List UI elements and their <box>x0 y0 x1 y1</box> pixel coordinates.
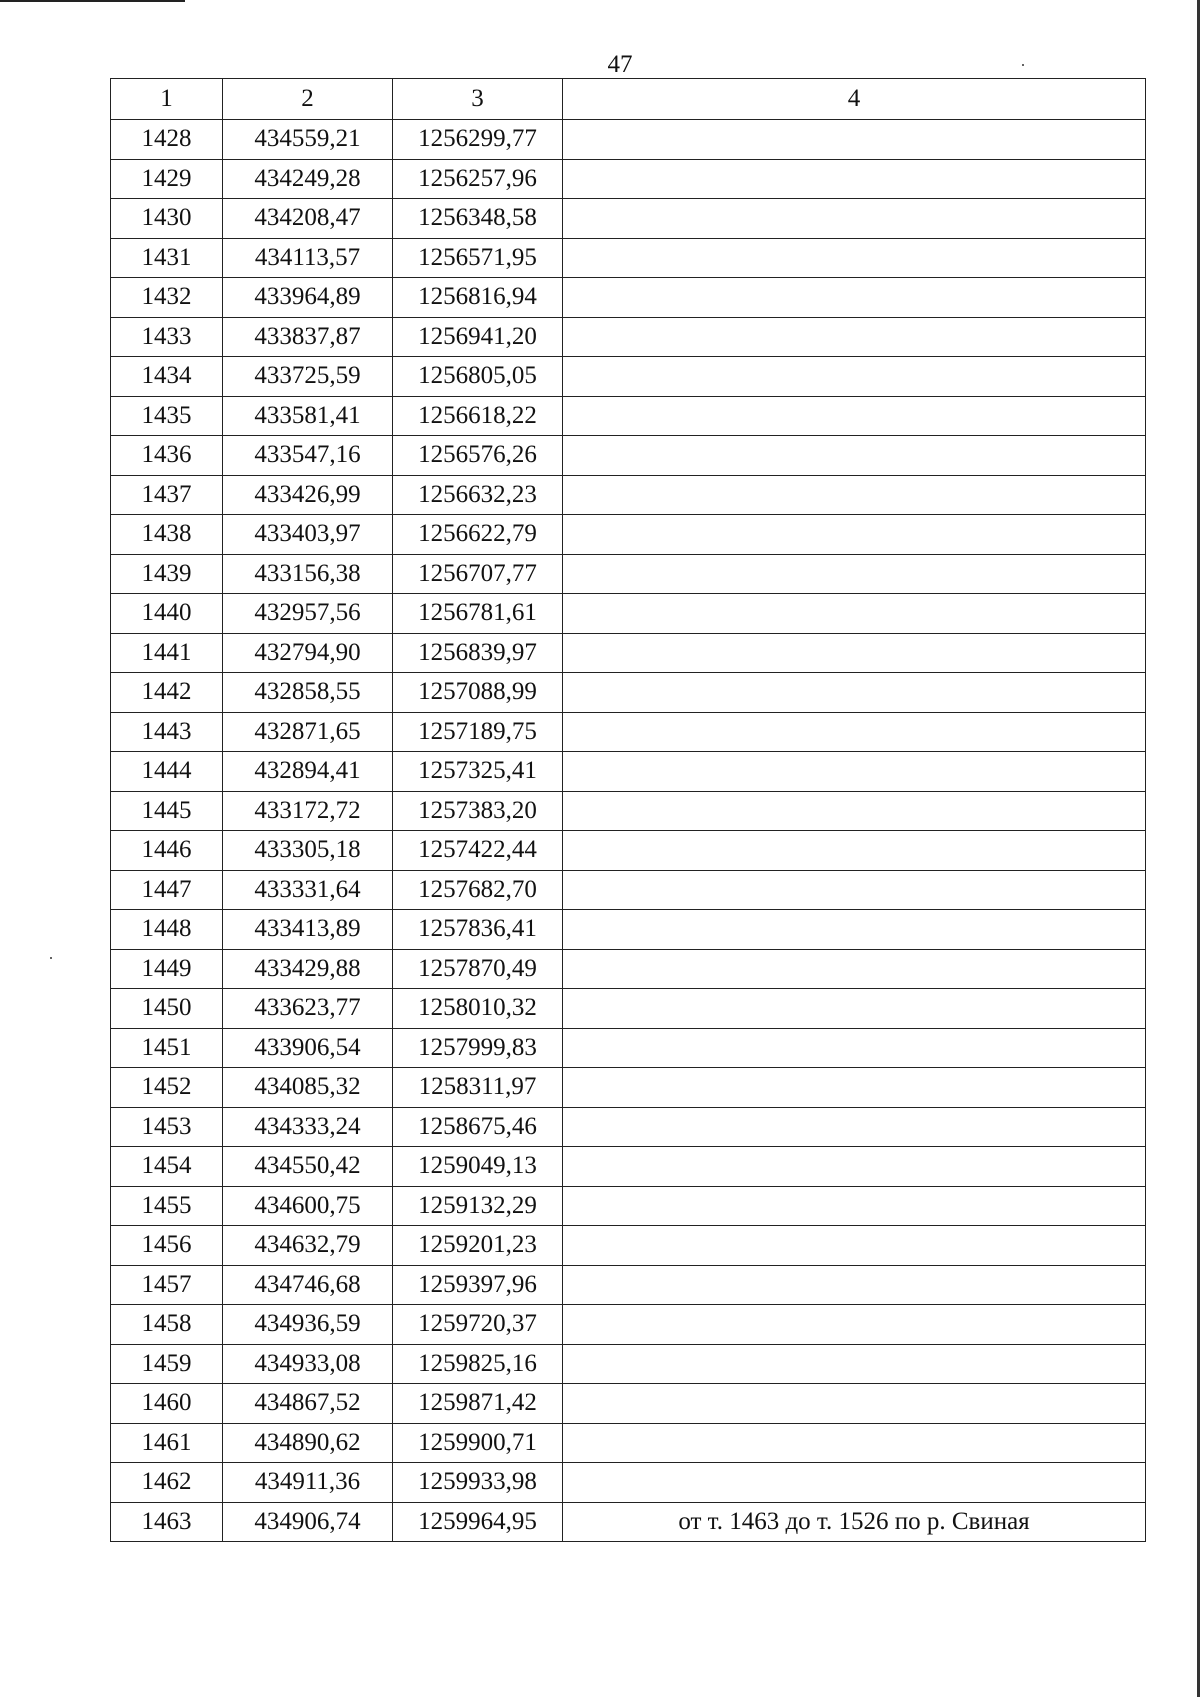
point-number-cell: 1431 <box>111 238 223 278</box>
description-cell <box>563 989 1146 1029</box>
point-number-cell: 1437 <box>111 475 223 515</box>
table-row <box>111 910 1146 950</box>
point-number-cell: 1459 <box>111 1344 223 1384</box>
description-cell <box>563 949 1146 989</box>
description-cell <box>563 1463 1146 1503</box>
y-coordinate-cell: 1257682,70 <box>393 870 563 910</box>
x-coordinate-cell: 433305,18 <box>223 831 393 871</box>
x-coordinate-cell: 433331,64 <box>223 870 393 910</box>
point-number-cell: 1449 <box>111 949 223 989</box>
point-number-cell: 1455 <box>111 1186 223 1226</box>
x-coordinate-cell: 434746,68 <box>223 1265 393 1305</box>
table-row <box>111 594 1146 634</box>
y-coordinate-cell: 1257999,83 <box>393 1028 563 1068</box>
description-cell <box>563 1305 1146 1345</box>
point-number-cell: 1435 <box>111 396 223 436</box>
description-cell <box>563 436 1146 476</box>
table-row <box>111 1226 1146 1266</box>
point-number-cell: 1458 <box>111 1305 223 1345</box>
description-cell <box>563 673 1146 713</box>
description-cell <box>563 1344 1146 1384</box>
y-coordinate-cell: 1257422,44 <box>393 831 563 871</box>
point-number-cell: 1450 <box>111 989 223 1029</box>
point-number-cell: 1447 <box>111 870 223 910</box>
x-coordinate-cell: 432858,55 <box>223 673 393 713</box>
description-cell <box>563 791 1146 831</box>
description-cell <box>563 278 1146 318</box>
point-number-cell: 1429 <box>111 159 223 199</box>
y-coordinate-cell: 1259049,13 <box>393 1147 563 1187</box>
y-coordinate-cell: 1256707,77 <box>393 554 563 594</box>
x-coordinate-cell: 433403,97 <box>223 515 393 555</box>
x-coordinate-cell: 433623,77 <box>223 989 393 1029</box>
table-row <box>111 238 1146 278</box>
x-coordinate-cell: 433426,99 <box>223 475 393 515</box>
description-cell <box>563 594 1146 634</box>
y-coordinate-cell: 1259871,42 <box>393 1384 563 1424</box>
x-coordinate-cell: 434632,79 <box>223 1226 393 1266</box>
y-coordinate-cell: 1259933,98 <box>393 1463 563 1503</box>
y-coordinate-cell: 1258675,46 <box>393 1107 563 1147</box>
x-coordinate-cell: 434559,21 <box>223 120 393 160</box>
description-cell <box>563 515 1146 555</box>
y-coordinate-cell: 1259964,95 <box>393 1502 563 1542</box>
y-coordinate-cell: 1259720,37 <box>393 1305 563 1345</box>
column-header-point-number: 1 <box>111 79 223 120</box>
y-coordinate-cell: 1256839,97 <box>393 633 563 673</box>
table-row <box>111 396 1146 436</box>
x-coordinate-cell: 432871,65 <box>223 712 393 752</box>
point-number-cell: 1448 <box>111 910 223 950</box>
table-row <box>111 317 1146 357</box>
x-coordinate-cell: 434890,62 <box>223 1423 393 1463</box>
y-coordinate-cell: 1258311,97 <box>393 1068 563 1108</box>
description-cell <box>563 633 1146 673</box>
x-coordinate-cell: 433725,59 <box>223 357 393 397</box>
scan-speck <box>1022 64 1024 66</box>
table-row <box>111 1463 1146 1503</box>
point-number-cell: 1452 <box>111 1068 223 1108</box>
y-coordinate-cell: 1259397,96 <box>393 1265 563 1305</box>
y-coordinate-cell: 1256805,05 <box>393 357 563 397</box>
table-row <box>111 870 1146 910</box>
description-cell <box>563 1147 1146 1187</box>
point-number-cell: 1457 <box>111 1265 223 1305</box>
description-cell <box>563 1226 1146 1266</box>
y-coordinate-cell: 1256348,58 <box>393 199 563 239</box>
description-cell <box>563 1384 1146 1424</box>
table-row <box>111 515 1146 555</box>
coordinates-table <box>110 78 1146 1542</box>
description-cell <box>563 1028 1146 1068</box>
description-cell <box>563 712 1146 752</box>
point-number-cell: 1441 <box>111 633 223 673</box>
table-header-row <box>111 79 1146 120</box>
table-row <box>111 1028 1146 1068</box>
y-coordinate-cell: 1259900,71 <box>393 1423 563 1463</box>
point-number-cell: 1440 <box>111 594 223 634</box>
y-coordinate-cell: 1257325,41 <box>393 752 563 792</box>
table-row <box>111 712 1146 752</box>
y-coordinate-cell: 1257189,75 <box>393 712 563 752</box>
point-number-cell: 1433 <box>111 317 223 357</box>
column-header-x-coordinate: 2 <box>223 79 393 120</box>
description-cell <box>563 1107 1146 1147</box>
x-coordinate-cell: 434867,52 <box>223 1384 393 1424</box>
table-row <box>111 1305 1146 1345</box>
x-coordinate-cell: 434113,57 <box>223 238 393 278</box>
y-coordinate-cell: 1256632,23 <box>393 475 563 515</box>
point-number-cell: 1436 <box>111 436 223 476</box>
table-row <box>111 120 1146 160</box>
table-row <box>111 831 1146 871</box>
x-coordinate-cell: 433156,38 <box>223 554 393 594</box>
table-row <box>111 357 1146 397</box>
x-coordinate-cell: 434911,36 <box>223 1463 393 1503</box>
description-cell <box>563 1186 1146 1226</box>
page-number: 47 <box>607 51 633 78</box>
point-number-cell: 1430 <box>111 199 223 239</box>
table-row <box>111 1502 1146 1542</box>
y-coordinate-cell: 1257870,49 <box>393 949 563 989</box>
point-number-cell: 1456 <box>111 1226 223 1266</box>
table-row <box>111 199 1146 239</box>
description-cell <box>563 159 1146 199</box>
point-number-cell: 1463 <box>111 1502 223 1542</box>
column-header-description: 4 <box>563 79 1146 120</box>
point-number-cell: 1439 <box>111 554 223 594</box>
x-coordinate-cell: 434600,75 <box>223 1186 393 1226</box>
scan-speck <box>50 957 52 959</box>
description-cell <box>563 357 1146 397</box>
point-number-cell: 1462 <box>111 1463 223 1503</box>
x-coordinate-cell: 434936,59 <box>223 1305 393 1345</box>
scan-top-rule <box>0 0 185 2</box>
description-cell <box>563 1265 1146 1305</box>
y-coordinate-cell: 1257088,99 <box>393 673 563 713</box>
y-coordinate-cell: 1259132,29 <box>393 1186 563 1226</box>
point-number-cell: 1445 <box>111 791 223 831</box>
y-coordinate-cell: 1256781,61 <box>393 594 563 634</box>
y-coordinate-cell: 1256571,95 <box>393 238 563 278</box>
description-cell <box>563 1068 1146 1108</box>
table-row <box>111 1265 1146 1305</box>
x-coordinate-cell: 433906,54 <box>223 1028 393 1068</box>
table-row <box>111 949 1146 989</box>
y-coordinate-cell: 1256299,77 <box>393 120 563 160</box>
x-coordinate-cell: 434906,74 <box>223 1502 393 1542</box>
x-coordinate-cell: 433964,89 <box>223 278 393 318</box>
table-row <box>111 1147 1146 1187</box>
x-coordinate-cell: 433547,16 <box>223 436 393 476</box>
x-coordinate-cell: 434333,24 <box>223 1107 393 1147</box>
table-row <box>111 1423 1146 1463</box>
y-coordinate-cell: 1256816,94 <box>393 278 563 318</box>
point-number-cell: 1454 <box>111 1147 223 1187</box>
y-coordinate-cell: 1259201,23 <box>393 1226 563 1266</box>
y-coordinate-cell: 1256618,22 <box>393 396 563 436</box>
y-coordinate-cell: 1259825,16 <box>393 1344 563 1384</box>
table-row <box>111 673 1146 713</box>
y-coordinate-cell: 1257836,41 <box>393 910 563 950</box>
point-number-cell: 1442 <box>111 673 223 713</box>
table-row <box>111 1107 1146 1147</box>
table-row <box>111 278 1146 318</box>
table-row <box>111 989 1146 1029</box>
point-number-cell: 1444 <box>111 752 223 792</box>
description-cell <box>563 317 1146 357</box>
x-coordinate-cell: 433413,89 <box>223 910 393 950</box>
point-number-cell: 1451 <box>111 1028 223 1068</box>
y-coordinate-cell: 1256257,96 <box>393 159 563 199</box>
x-coordinate-cell: 432957,56 <box>223 594 393 634</box>
table-row <box>111 791 1146 831</box>
description-cell <box>563 910 1146 950</box>
coordinates-table-container <box>110 78 1145 1542</box>
x-coordinate-cell: 433172,72 <box>223 791 393 831</box>
description-cell <box>563 752 1146 792</box>
table-row <box>111 1344 1146 1384</box>
table-row <box>111 1068 1146 1108</box>
x-coordinate-cell: 432894,41 <box>223 752 393 792</box>
point-number-cell: 1443 <box>111 712 223 752</box>
table-row <box>111 436 1146 476</box>
x-coordinate-cell: 434933,08 <box>223 1344 393 1384</box>
description-cell <box>563 199 1146 239</box>
x-coordinate-cell: 433581,41 <box>223 396 393 436</box>
x-coordinate-cell: 434208,47 <box>223 199 393 239</box>
x-coordinate-cell: 434085,32 <box>223 1068 393 1108</box>
table-row <box>111 159 1146 199</box>
description-cell <box>563 120 1146 160</box>
x-coordinate-cell: 433837,87 <box>223 317 393 357</box>
point-number-cell: 1460 <box>111 1384 223 1424</box>
table-body <box>111 120 1146 1542</box>
point-number-cell: 1438 <box>111 515 223 555</box>
description-cell <box>563 870 1146 910</box>
table-row <box>111 1186 1146 1226</box>
point-number-cell: 1432 <box>111 278 223 318</box>
point-number-cell: 1446 <box>111 831 223 871</box>
description-cell <box>563 1423 1146 1463</box>
y-coordinate-cell: 1257383,20 <box>393 791 563 831</box>
y-coordinate-cell: 1256622,79 <box>393 515 563 555</box>
x-coordinate-cell: 434249,28 <box>223 159 393 199</box>
description-cell <box>563 396 1146 436</box>
y-coordinate-cell: 1256941,20 <box>393 317 563 357</box>
description-cell: от т. 1463 до т. 1526 по р. Свиная <box>563 1502 1146 1542</box>
description-cell <box>563 831 1146 871</box>
x-coordinate-cell: 433429,88 <box>223 949 393 989</box>
point-number-cell: 1461 <box>111 1423 223 1463</box>
table-row <box>111 554 1146 594</box>
y-coordinate-cell: 1258010,32 <box>393 989 563 1029</box>
point-number-cell: 1434 <box>111 357 223 397</box>
table-row <box>111 475 1146 515</box>
column-header-y-coordinate: 3 <box>393 79 563 120</box>
y-coordinate-cell: 1256576,26 <box>393 436 563 476</box>
x-coordinate-cell: 432794,90 <box>223 633 393 673</box>
x-coordinate-cell: 434550,42 <box>223 1147 393 1187</box>
description-cell <box>563 238 1146 278</box>
table-row <box>111 633 1146 673</box>
description-cell <box>563 554 1146 594</box>
table-row <box>111 1384 1146 1424</box>
table-row <box>111 752 1146 792</box>
description-cell <box>563 475 1146 515</box>
point-number-cell: 1453 <box>111 1107 223 1147</box>
point-number-cell: 1428 <box>111 120 223 160</box>
